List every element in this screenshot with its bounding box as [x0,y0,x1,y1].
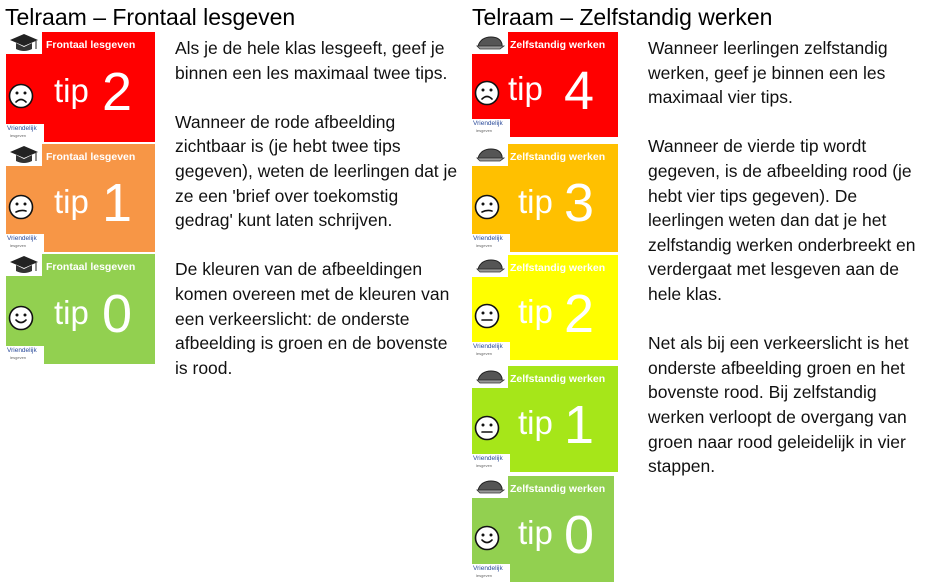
tip-card [472,366,618,472]
tip-label: tip [508,69,543,107]
zelfstandig-text [648,36,923,503]
vriendelijk-logo [472,234,510,252]
worried-face-icon [474,194,500,220]
neutral-face-icon [474,303,500,329]
tip-count: 4 [564,60,595,121]
tip-count: 3 [564,173,595,234]
tip-card [6,144,155,252]
tip-label: tip [54,293,89,331]
worried-face-icon [8,194,34,220]
frontaal-paragraph: De kleuren van de afbeeldingen komen overeen met de kleuren van een verkeerslicht: de onderste afbeelding is groen en de bovenste is rood. [175,259,450,378]
sad-face-icon [474,80,500,106]
frontaal-heading: Telraam – Frontaal lesgeven [5,4,296,30]
smiling-face-icon [474,525,500,551]
frontaal-paragraph: Als je de hele klas lesgeeft, geef je binnen een les maximaal twee tips. [175,38,448,83]
vriendelijk-logo [6,124,44,142]
frontaal-paragraph: Wanneer de rode afbeelding zichtbaar is (je hebt twee tips gegeven), weten de leerlingen dat je ze een 'brief over toekomstig gedrag' kunt laten schrijven. [175,111,458,231]
neutral-face-icon [474,415,500,441]
tip-label: tip [518,183,553,221]
tip-count: 2 [102,62,133,122]
card-title: Zelfstandig werken [510,151,606,163]
card-title: Frontaal lesgeven [46,39,136,51]
tip-card [472,32,618,137]
logo-subtext: lesgeven [476,463,493,468]
tip-card [472,144,618,252]
vriendelijk-logo [472,454,510,472]
logo-subtext: lesgeven [476,243,493,248]
logo-text: Vriendelijk [473,120,503,127]
vriendelijk-logo [472,119,510,137]
tip-count: 2 [564,283,595,344]
tip-label: tip [54,71,89,109]
vriendelijk-logo [6,346,44,364]
vriendelijk-logo [472,342,510,360]
tip-label: tip [54,183,89,221]
frontaal-text [175,36,460,405]
tip-count: 1 [564,394,595,455]
zelfstandig-paragraph: Wanneer leerlingen zelfstandig werken, geef je binnen een les maximaal vier tips. [648,38,888,108]
card-title: Zelfstandig werken [510,262,606,274]
tip-card [472,255,618,360]
logo-subtext: lesgeven [10,355,27,360]
logo-subtext: lesgeven [476,573,493,578]
zelfstandig-paragraph: Net als bij een verkeerslicht is het onderste afbeelding groen en het bovenste rood. Bij zelfstandig werken verloopt de overgang van groen naar rood geleidelijk in vier stappen. [648,333,909,477]
logo-subtext: lesgeven [476,351,493,356]
logo-text: Vriendelijk [473,455,503,462]
vriendelijk-logo [472,564,510,582]
tip-card [472,476,614,582]
card-title: Zelfstandig werken [510,483,606,495]
smiling-face-icon [8,305,34,331]
logo-subtext: lesgeven [476,128,493,133]
card-title: Frontaal lesgeven [46,151,136,163]
tip-count: 0 [564,504,595,565]
zelfstandig-heading: Telraam – Zelfstandig werken [472,4,773,30]
zelfstandig-paragraph: Wanneer de vierde tip wordt gegeven, is de afbeelding rood (je hebt vier tips gegeven). De leerlingen weten dan dat je het zelfstandig werken onderbreekt en verdergaat met lesgeven aan de hele klas. [648,136,916,304]
vriendelijk-logo [6,234,44,252]
tip-card [6,254,155,364]
tip-count: 0 [102,284,133,344]
tip-label: tip [518,292,553,330]
logo-text: Vriendelijk [7,347,37,354]
logo-text: Vriendelijk [473,343,503,350]
logo-text: Vriendelijk [7,235,37,242]
card-title: Frontaal lesgeven [46,261,136,273]
sad-face-icon [8,83,34,109]
tip-count: 1 [102,173,133,234]
logo-text: Vriendelijk [7,125,37,132]
logo-subtext: lesgeven [10,243,27,248]
tip-card [6,32,155,142]
card-title: Zelfstandig werken [510,39,606,51]
logo-text: Vriendelijk [473,235,503,242]
card-title: Zelfstandig werken [510,373,606,385]
logo-subtext: lesgeven [10,133,27,138]
tip-label: tip [518,404,553,442]
tip-label: tip [518,514,553,552]
logo-text: Vriendelijk [473,565,503,572]
